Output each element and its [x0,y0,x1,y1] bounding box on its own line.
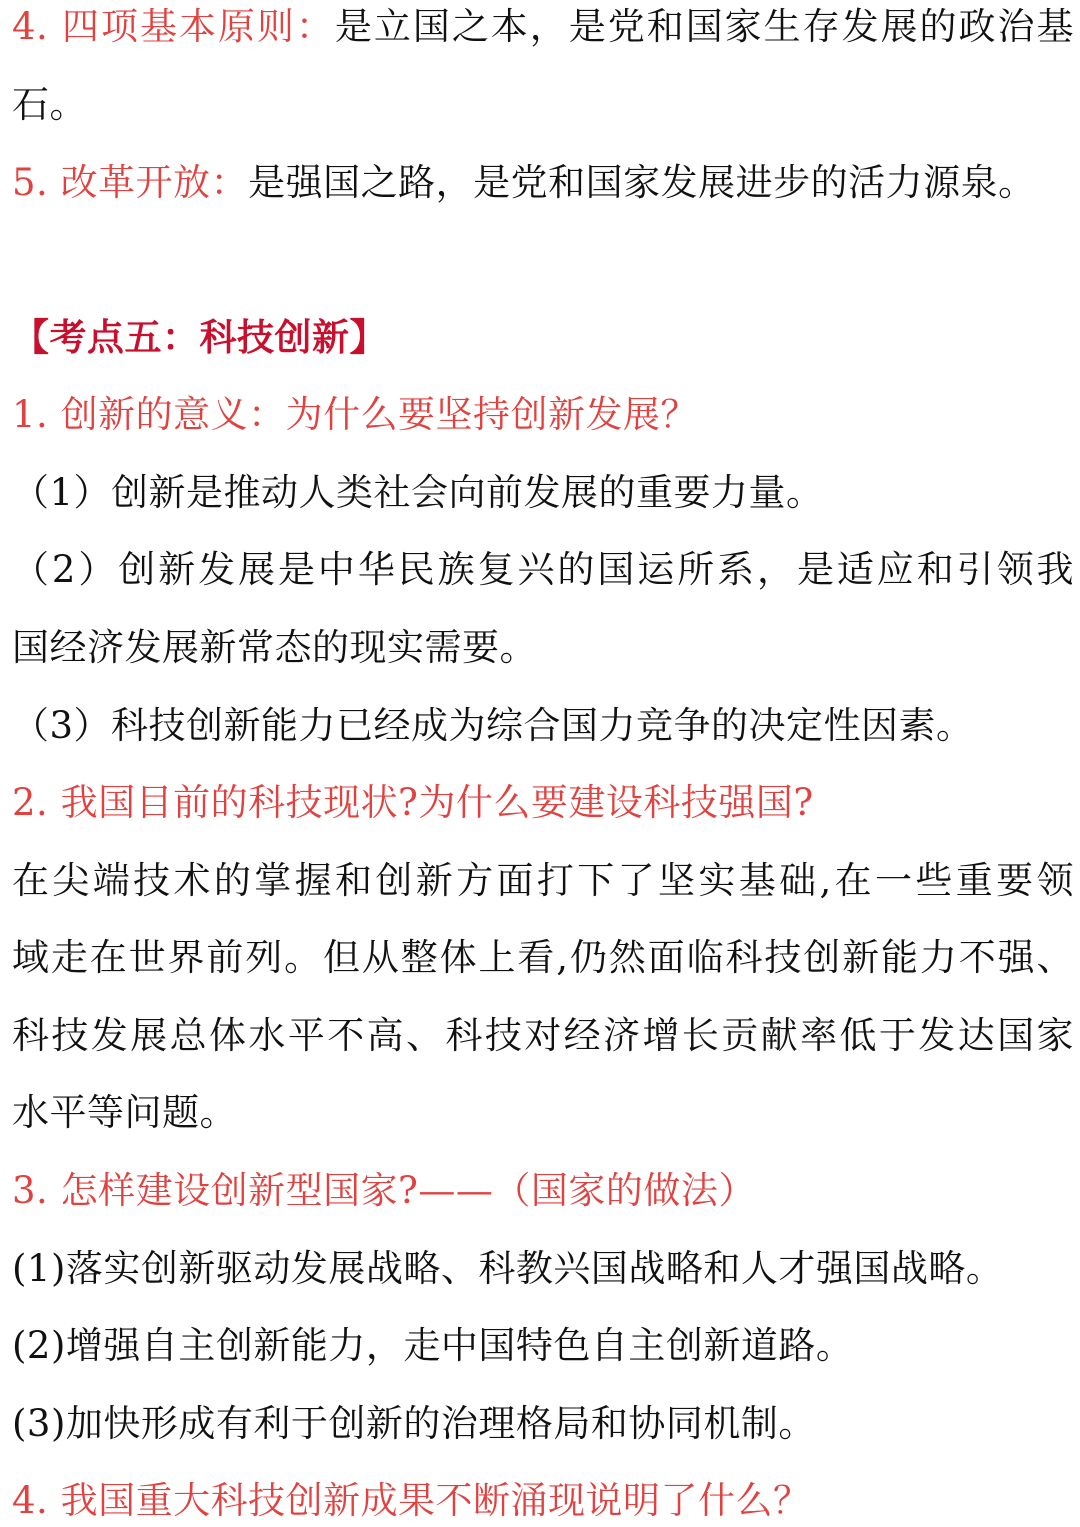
question-2-answer-line-2: 域走在世界前列。但从整体上看,仍然面临科技创新能力不强、 [12,936,1074,979]
intro-item-4-line-1 [12,2,1074,52]
intro-item-4-line-2: 石。 [12,83,87,126]
question-3-point-1: (1)落实创新驱动发展战略、科教兴国战略和人才强国战略。 [12,1247,1004,1290]
question-3-title: 3. 怎样建设创新型国家?——（国家的做法） [12,1169,756,1212]
intro-item-4-text: 是立国之本，是党和国家生存发展的政治基 [334,5,1074,48]
question-3-point-3: (3)加快形成有利于创新的治理格局和协同机制。 [12,1402,816,1445]
question-1-point-2-line-1: （2）创新发展是中华民族复兴的国运所系，是适应和引领我 [12,548,1074,591]
question-2-answer-line-4: 水平等问题。 [12,1091,237,1134]
section-title: 【考点五：科技创新】 [12,316,387,359]
intro-item-5-label: 5. 改革开放： [12,161,249,204]
intro-item-5-text: 是强国之路，是党和国家发展进步的活力源泉。 [248,161,1036,204]
intro-item-4-label: 4. 四项基本原则： [12,5,335,48]
question-1-title: 1. 创新的意义：为什么要坚持创新发展？ [12,393,699,436]
question-1-point-2-line-2: 国经济发展新常态的现实需要。 [12,626,537,669]
question-3-point-2: (2)增强自主创新能力，走中国特色自主创新道路。 [12,1324,854,1367]
question-1-point-1: （1）创新是推动人类社会向前发展的重要力量。 [12,471,824,514]
question-2-title: 2. 我国目前的科技现状?为什么要建设科技强国? [12,781,814,824]
question-2-answer-line-3: 科技发展总体水平不高、科技对经济增长贡献率低于发达国家 [12,1014,1074,1057]
question-2-answer-line-1: 在尖端技术的掌握和创新方面打下了坚实基础,在一些重要领 [12,859,1074,902]
question-4-title: 4. 我国重大科技创新成果不断涌现说明了什么？ [12,1479,811,1522]
question-1-point-3: （3）科技创新能力已经成为综合国力竞争的决定性因素。 [12,704,974,747]
intro-item-5-line [12,158,1074,208]
